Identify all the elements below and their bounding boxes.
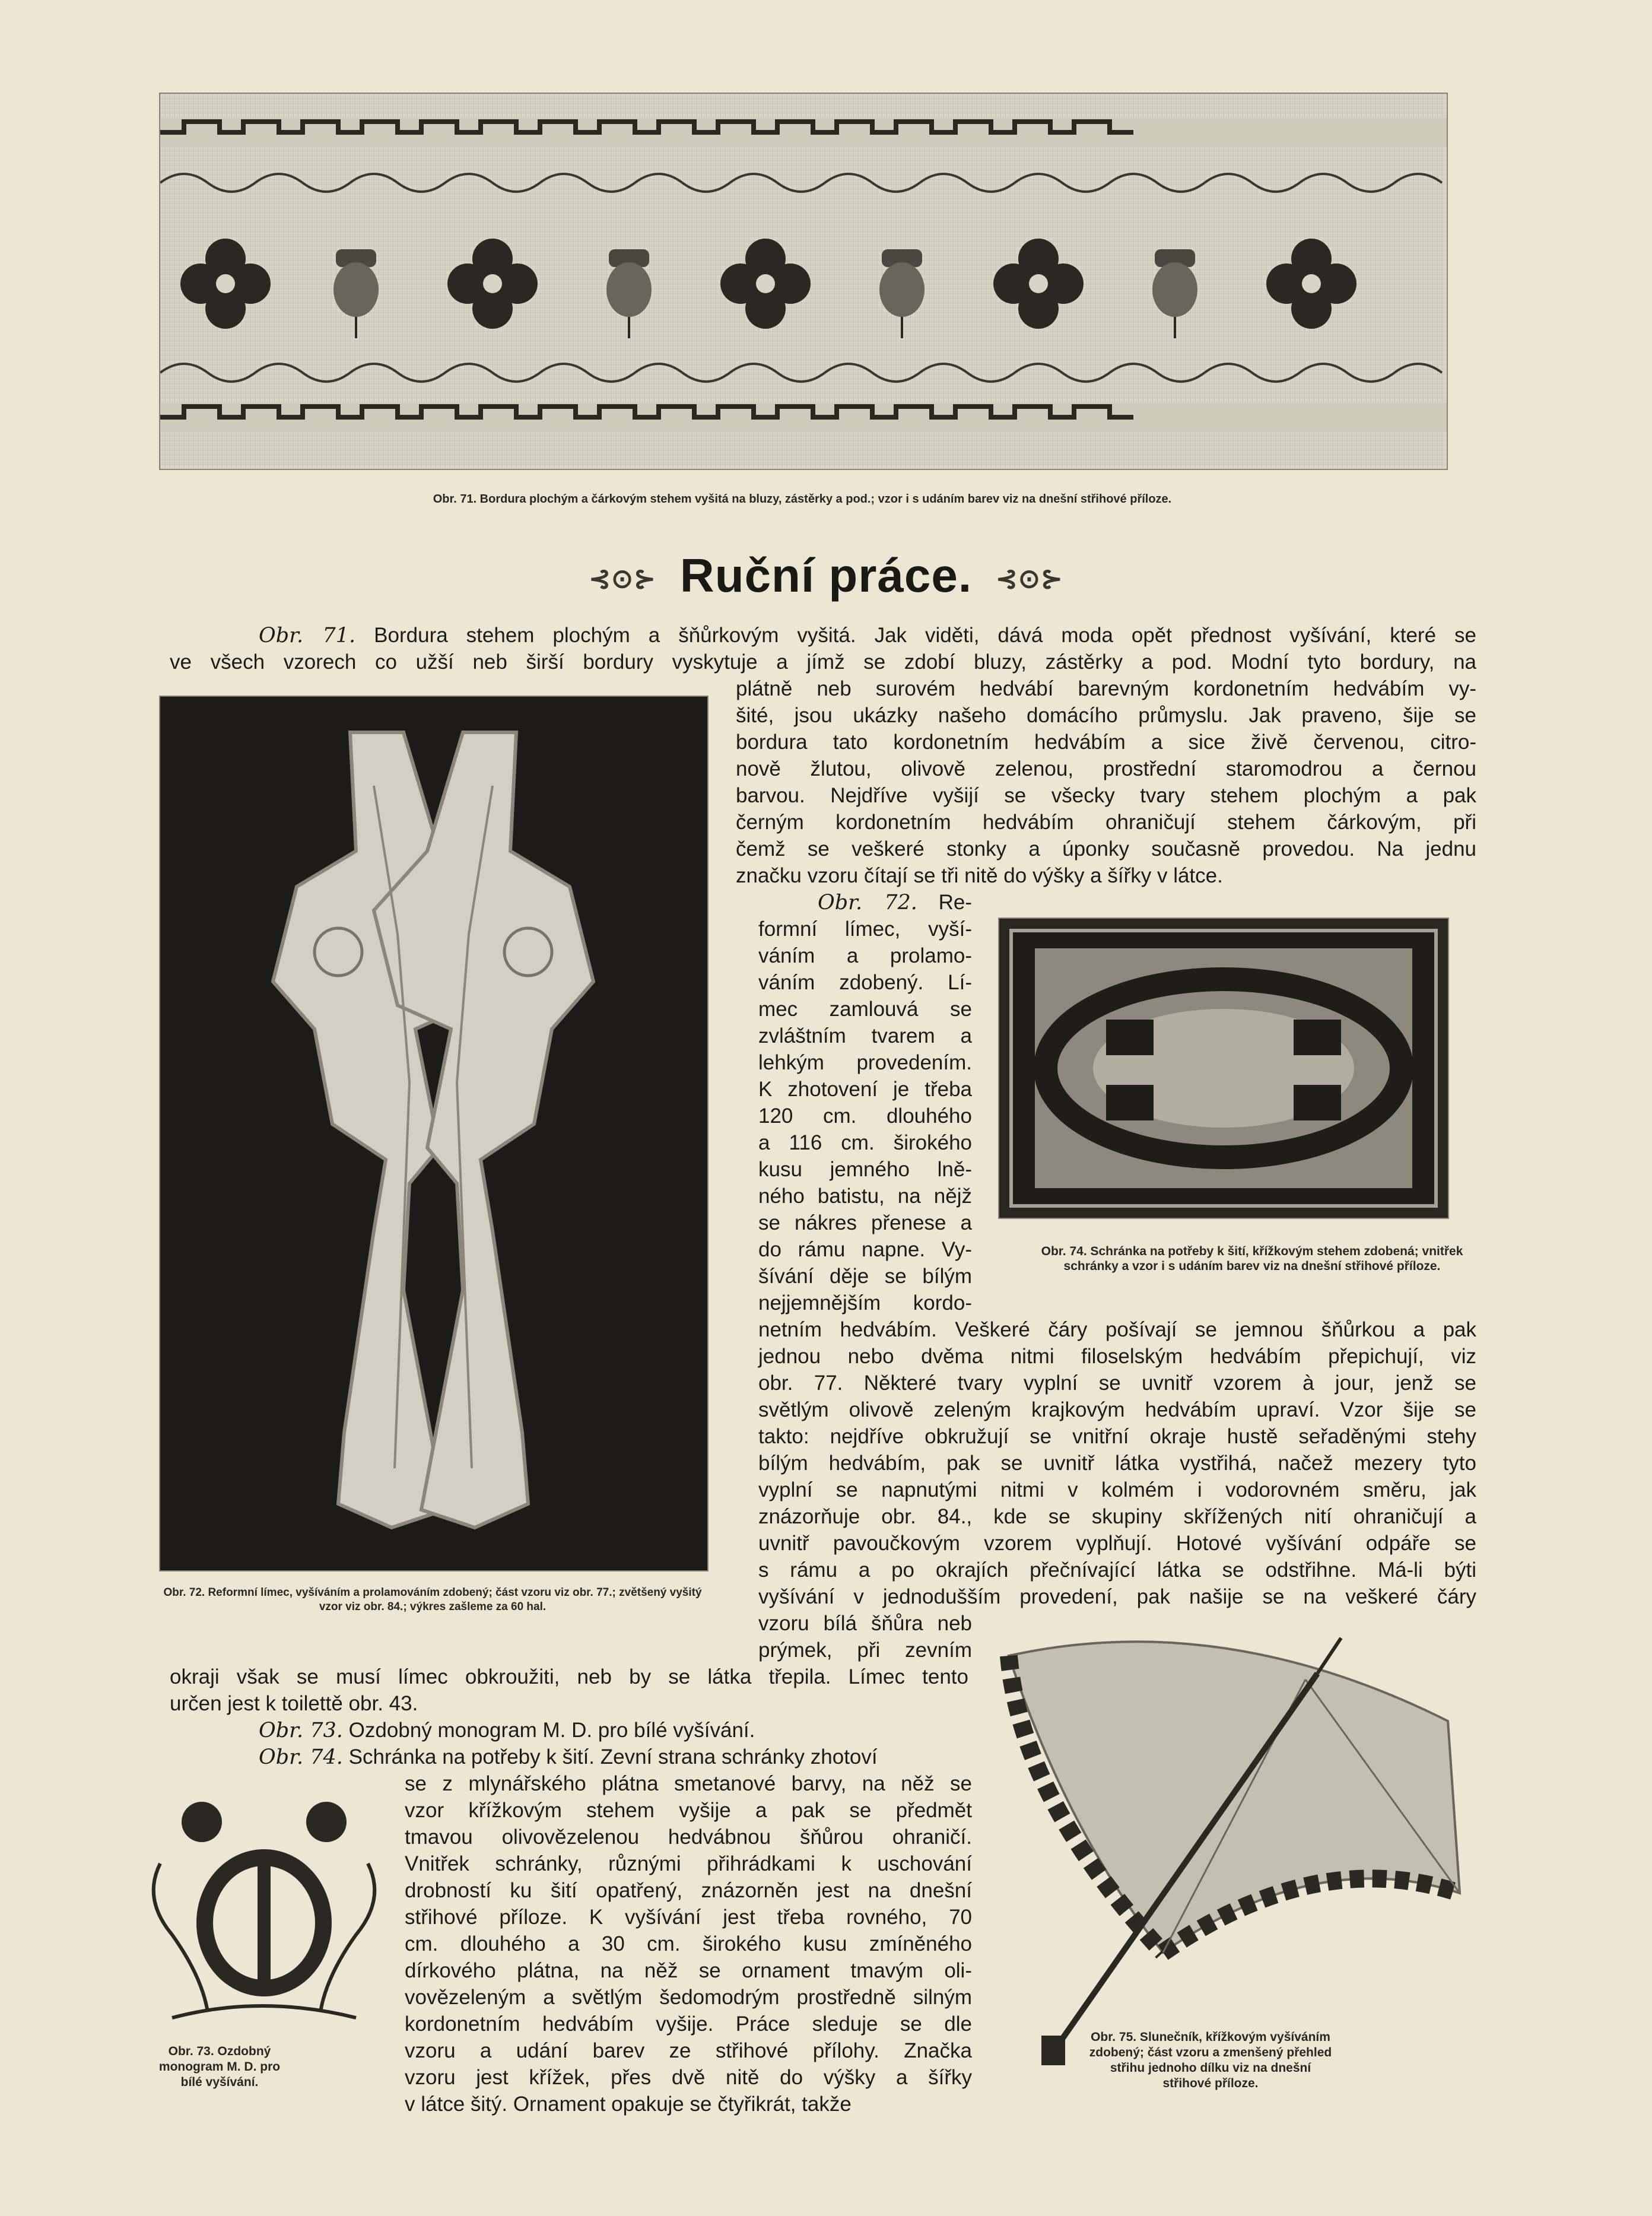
text-line: K zhotovení je třeba xyxy=(758,1078,972,1101)
text-line: cm. dlouhého a 30 cm. širokého kusu zmíněného xyxy=(405,1932,972,1955)
text-line: okraji však se musí límec obkroužiti, neb by se látka třepila. Límec tento xyxy=(170,1665,968,1688)
text-line: Obr. 74. Schránka na potřeby k šití. Zevní strana schránky zhotoví xyxy=(259,1745,878,1769)
text-line: vzoru a udání barev ze střihové přílohy. Značka xyxy=(405,2039,972,2062)
border-embroidery-illustration xyxy=(160,94,1447,469)
figure-75-parasol-image xyxy=(985,1620,1472,2071)
text-line: vyplní se napnutými nitmi v kolmém i vodorovném směru, jak xyxy=(758,1478,1476,1501)
text-line: vyšívání v jednodušším provedení, pak našije se na veškeré čáry xyxy=(758,1585,1476,1608)
obr74-paragraph-first xyxy=(170,1744,968,1770)
text-line: lehkým provedením. xyxy=(758,1051,972,1074)
text-line: zvláštním tvarem a xyxy=(758,1024,972,1047)
text-line: barvou. Nejdříve vyšijí se všecky tvary stehem plochým a pak xyxy=(736,784,1476,807)
figure-75-caption: Obr. 75. Slunečník, křížkovým vyšíváním zdobený; část vzoru a zmenšený přehled střihu jednoho dílku viz na dnešní střihové příloze. xyxy=(1089,2030,1332,2090)
text-line: dírkového plátna, na něž se ornament tmavým oli- xyxy=(405,1959,972,1982)
text-line: bílým hedvábím, pak se uvnitř látka vystřihá, načež mezery tyto xyxy=(758,1452,1476,1475)
text-line: se z mlynářského plátna smetanové barvy, na něž se xyxy=(405,1772,972,1795)
text-line: uvnitř pavoučkovým vzorem vyplňují. Hotové vyšívání odpáře se xyxy=(758,1532,1476,1555)
intro-paragraph xyxy=(170,622,1476,675)
obr74-paragraph xyxy=(405,1770,972,2117)
figure-73-monogram-image xyxy=(136,1786,392,2036)
text-line: šívání děje se bílým xyxy=(758,1265,972,1288)
text-line: obr. 77. Některé tvary vyplní se uvnitř vzorem à jour, jenž se xyxy=(758,1371,1476,1395)
obr72-paragraph-end xyxy=(170,1663,968,1717)
text-line: váním zdobený. Lí- xyxy=(758,971,972,994)
text-line: určen jest k toilettě obr. 43. xyxy=(170,1692,418,1715)
text-line: vzoru jest křížek, přes dvě nitě do výšky a šířky xyxy=(405,2066,972,2089)
figure-ref-label: Obr. 73. xyxy=(259,1719,343,1742)
text-line: tmavou olivovězelenou hedvábnou šňůrou ohraničí. xyxy=(405,1825,972,1849)
text-line: kusu jemného lně- xyxy=(758,1158,972,1181)
text-line: kordonetním hedvábím vyšije. Práce sleduje se dle xyxy=(405,2012,972,2036)
title-ornament-right-icon: ⊰⊙⊱ xyxy=(996,564,1063,593)
text-line: vovězeleným a světlým šedomodrým prostředně silným xyxy=(405,1986,972,2009)
text-line: Obr. 71. Bordura stehem plochým a šňůrkovým vyšitá. Jak viděti, dává moda opět přednost vyšívání, které se xyxy=(259,624,1477,647)
text-line: černým kordonetním hedvábím ohraničují stehem čárkovým, při xyxy=(736,811,1476,834)
obr72-paragraph-narrow xyxy=(758,889,972,1316)
title-ornament-left-icon: ⊰⊙⊱ xyxy=(589,564,656,593)
figure-71-border-image xyxy=(159,93,1448,470)
obr73-paragraph xyxy=(170,1717,968,1744)
obr72-paragraph-short xyxy=(758,1610,972,1663)
figure-ref-label: Obr. 71. xyxy=(259,624,356,647)
title-text: Ruční práce. xyxy=(679,549,973,602)
text-line: s rámu a po okrajích přečnívající látka se odstřihne. Má-li býti xyxy=(758,1558,1476,1582)
figure-74-box-image xyxy=(998,917,1449,1219)
text-line: střihové příloze. K vyšívání jest třeba rovného, 70 xyxy=(405,1906,972,1929)
text-line: Obr. 72. Re- xyxy=(818,891,972,915)
text-line: do rámu napne. Vy- xyxy=(758,1238,972,1261)
text-line: Vnitřek schránky, různými přihrádkami k uschování xyxy=(405,1852,972,1875)
figure-ref-label: Obr. 74. xyxy=(259,1745,343,1769)
text-line: Obr. 73. Ozdobný monogram M. D. pro bílé vyšívání. xyxy=(259,1719,755,1742)
text-line: mec zamlouvá se xyxy=(758,998,972,1021)
text-line: a 116 cm. širokého xyxy=(758,1131,972,1154)
text-line: vzor křížkovým stehem vyšije a pak se předmět xyxy=(405,1799,972,1822)
text-line: plátně neb surovém hedvábí barevným kordonetním hedvábím vy- xyxy=(736,677,1476,700)
text-line: prýmek, při zevním xyxy=(758,1639,972,1662)
parasol-illustration xyxy=(985,1620,1472,2071)
monogram-md-illustration xyxy=(136,1786,392,2036)
text-line: drobností ku šití opatřený, znázorněn jest na dnešní xyxy=(405,1879,972,1902)
figure-72-collar-image xyxy=(159,696,709,1571)
text-line: ného batistu, na nějž xyxy=(758,1185,972,1208)
text-line: nově žlutou, olivově zelenou, prostřední staromodrou a černou xyxy=(736,757,1476,780)
text-line: jednou nebo dvěma nitmi filoselským hedvábím přepichují, viz xyxy=(758,1345,1476,1368)
text-line: šité, jsou ukázky našeho domácího průmyslu. Jak praveno, šije se xyxy=(736,704,1476,727)
text-line: se nákres přenese a xyxy=(758,1211,972,1234)
sewing-box-illustration xyxy=(999,919,1448,1218)
text-line: znázorňuje obr. 84., kde se skupiny skřížených nití ohraničují a xyxy=(758,1505,1476,1528)
text-line: v látce šitý. Ornament opakuje se čtyřikrát, takže xyxy=(405,2093,852,2116)
text-line: světlým olivově zeleným krajkovým hedvábím upraví. Vzor šije se xyxy=(758,1398,1476,1421)
text-line: ve všech vzorech co užší neb širší bordury vyskytuje a jímž se zdobí bluzy, zástěrky a pod. Modní tyto bordury, na xyxy=(170,650,1476,674)
figure-ref-label: Obr. 72. xyxy=(818,891,917,915)
text-line: 120 cm. dlouhého xyxy=(758,1104,972,1128)
figure-72-caption: Obr. 72. Reformní límec, vyšíváním a prolamováním zdobený; část vzoru viz obr. 77.; zvětšený vyšitý vzor viz obr. 84.; výkres zašleme za 60 hal. xyxy=(163,1586,702,1613)
text-line: značku vzoru čítají se tři nitě do výšky a šířky v látce. xyxy=(736,864,1223,887)
text-line: netním hedvábím. Veškeré čáry pošívají se jemnou šňůrkou a pak xyxy=(758,1318,1476,1341)
page-title xyxy=(0,546,1652,609)
text-line: formní límec, vyší- xyxy=(758,917,972,941)
collar-illustration xyxy=(160,697,707,1570)
obr72-paragraph-wide xyxy=(758,1316,1476,1610)
text-line: váním a prolamo- xyxy=(758,944,972,967)
text-line: nejjemnějším kordo- xyxy=(758,1291,972,1315)
text-line: takto: nejdříve obkružují se vnitřní okraje hustě seřaděnými stehy xyxy=(758,1425,1476,1448)
intro-paragraph-continued xyxy=(736,675,1476,889)
figure-73-caption: Obr. 73. Ozdobný monogram M. D. pro bílé vyšívání. xyxy=(158,2044,281,2089)
text-line: čemž se veškeré stonky a úponky současně provedou. Na jednu xyxy=(736,837,1476,861)
figure-71-caption: Obr. 71. Bordura plochým a čárkovým stehem vyšitá na bluzy, zástěrky a pod.; vzor i s udáním barev viz na dnešní střihové příloze. xyxy=(433,493,1172,506)
text-line: bordura tato kordonetním hedvábím a sice živě červenou, citro- xyxy=(736,731,1476,754)
figure-74-caption: Obr. 74. Schránka na potřeby k šití, křížkovým stehem zdobená; vnitřek schránky a vzor i s udáním barev viz na dnešní střihové příloze. xyxy=(1041,1244,1463,1273)
text-line: vzoru bílá šňůra neb xyxy=(758,1612,972,1635)
